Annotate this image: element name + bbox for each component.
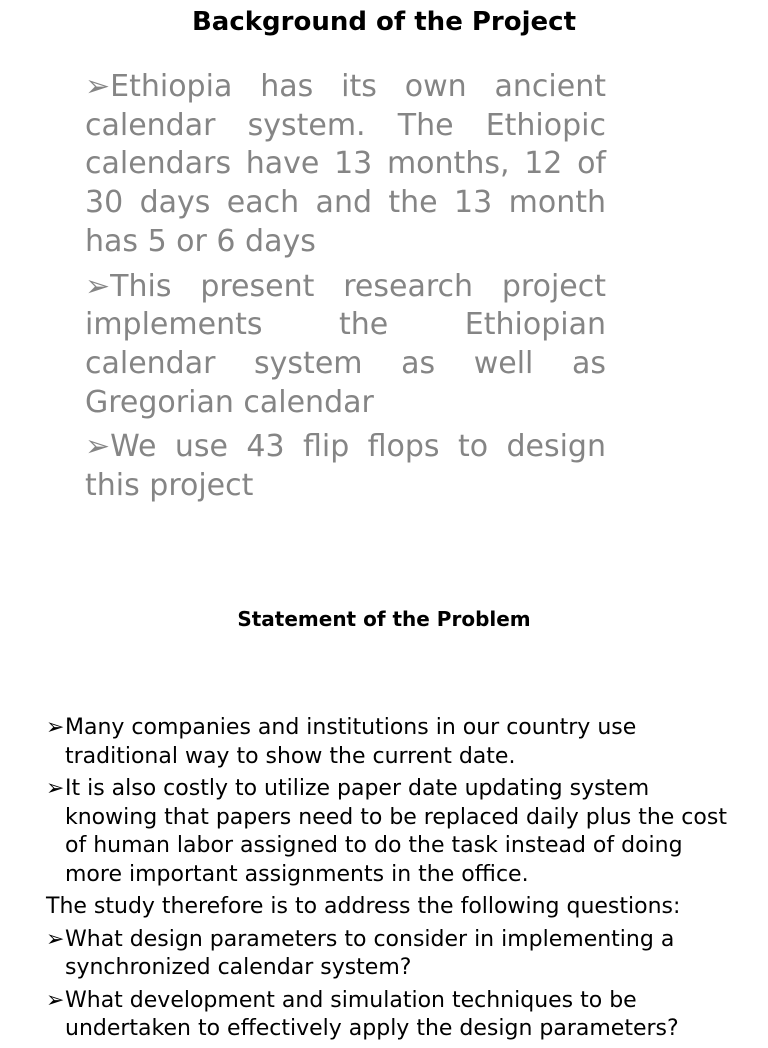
problem-item [46,775,746,889]
arrow-bullet-icon: ➢ [85,268,111,304]
problem-intro-line [46,893,746,922]
background-item [85,428,606,505]
question-item-text: What development and simulation techniques to be undertaken to effectively apply the design parameters? [65,987,679,1041]
problem-list [46,714,746,1048]
background-list [85,68,606,512]
question-item [46,926,746,983]
background-item [85,68,606,262]
background-title: Background of the Project [191,7,577,37]
arrow-bullet-icon: ➢ [46,776,65,801]
arrow-bullet-icon: ➢ [46,987,65,1013]
background-item-text: This present research project implements the Ethiopian calendar system as well as Gregorian calendar [85,268,606,420]
arrow-bullet-icon: ➢ [85,429,111,465]
question-item-text: What design parameters to consider in implementing a synchronized calendar system? [65,926,675,980]
arrow-bullet-icon: ➢ [85,69,111,104]
problem-intro-text: The study therefore is to address the following questions: [46,894,681,919]
arrow-bullet-icon: ➢ [46,926,65,952]
background-item-text: We use 43 flip flops to design this project [85,429,606,504]
problem-item-text: It is also costly to utilize paper date updating system knowing that papers need to be replaced daily plus the cost of human labor assigned to do the task instead of doing more important assignments in the office. [65,776,727,887]
problem-item [46,714,746,771]
problem-item-text: Many companies and institutions in our country use traditional way to show the current date. [65,715,637,769]
background-item-text: Ethiopia has its own ancient calendar system. The Ethiopic calendars have 13 months, 12 of 30 days each and the 13 month has 5 or 6 days [85,69,606,259]
arrow-bullet-icon: ➢ [46,715,65,740]
problem-title: Statement of the Problem [237,607,531,631]
question-item [46,987,746,1044]
background-item [85,268,606,423]
